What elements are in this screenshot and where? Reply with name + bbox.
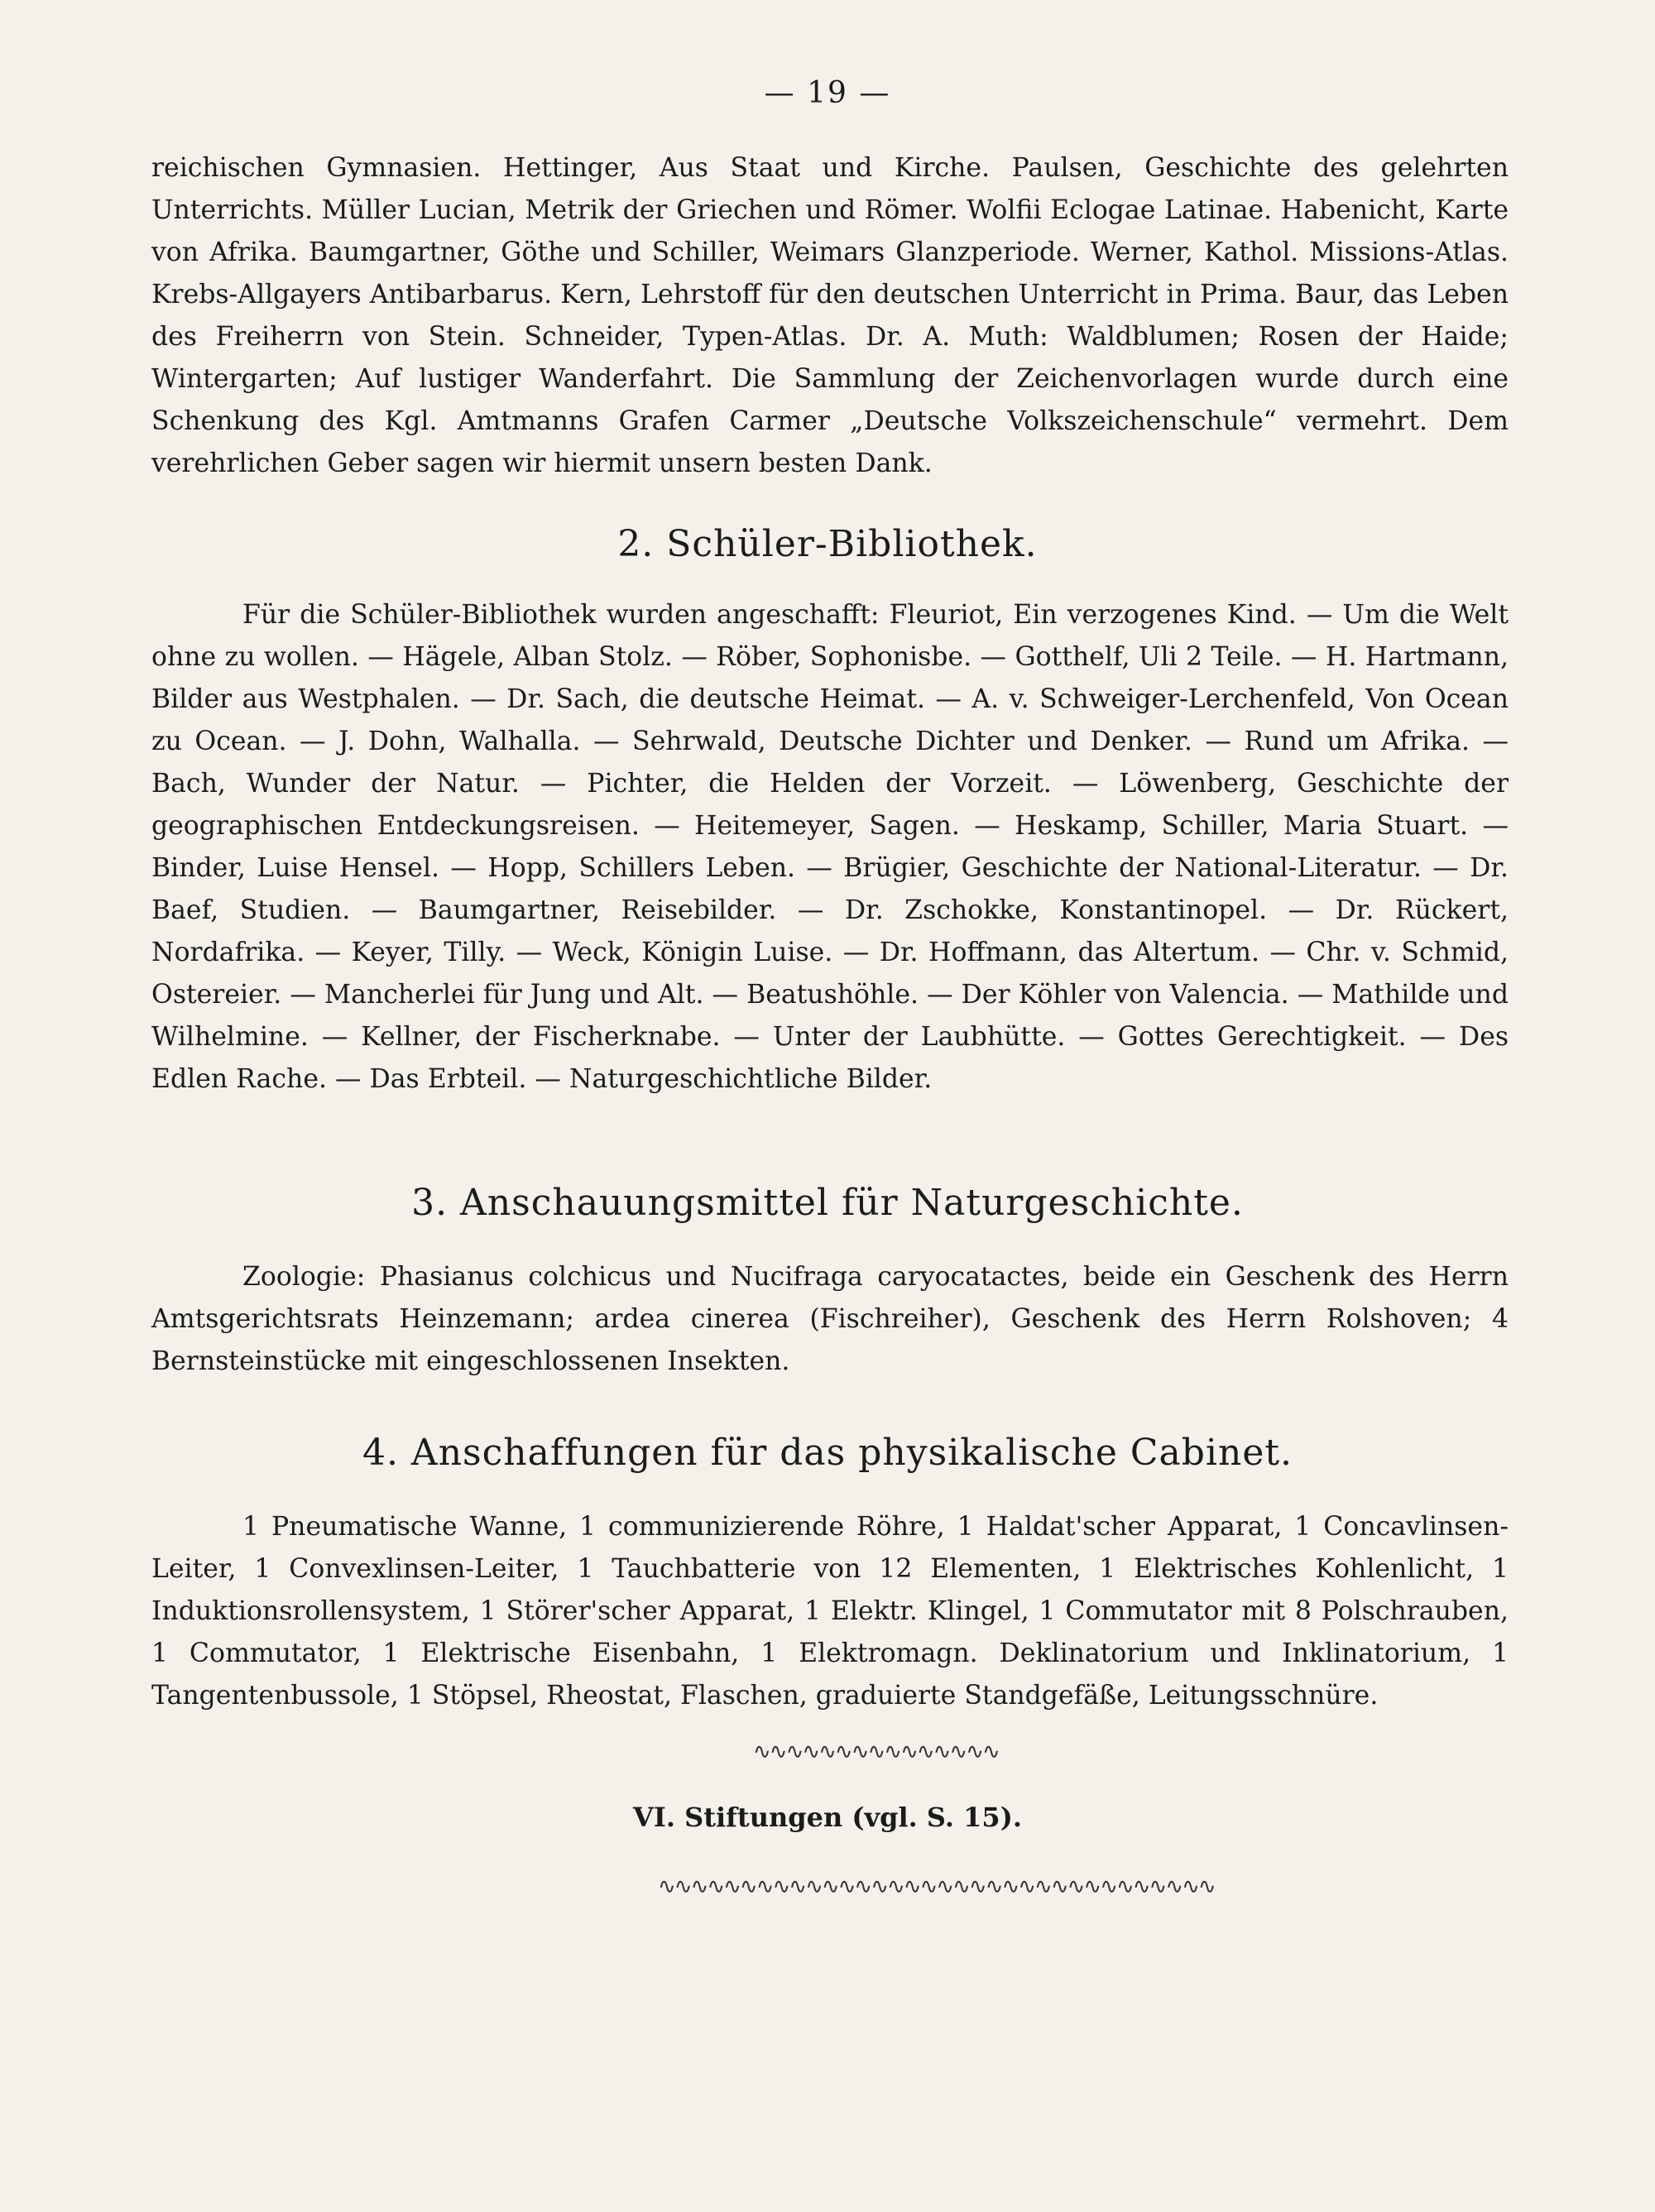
section-4-text: 1 Pneumatische Wanne, 1 communizierende Röhre, 1 Haldat'scher Apparat, 1 Concavlinsen-Leiter, 1 Convexlinsen-Leiter, 1 Tauchbatterie von 12 Elementen, 1 Elektrisches Kohlenlicht, 1 Induktionsrollensystem, 1 Störer'scher Apparat, 1 Elektr. Klingel, 1 Commutator mit 8 Polschrauben, 1 Commutator, 1 Elektrische Eisenbahn, 1 Elektromagn. Deklinatorium und Inklinatorium, 1 Tangentenbussole, 1 Stöpsel, Rheostat, Flaschen, graduierte Standgefäße, Leitungsschnüre.	[151, 1512, 1509, 1711]
section-2-text: Für die Schüler-Bibliothek wurden angeschafft: Fleuriot, Ein verzogenes Kind. — Um die Welt ohne zu wollen. — Hägele, Alban Stolz. — Röber, Sophonisbe. — Gotthelf, Uli 2 Teile. — H. Hartmann, Bilder aus Westphalen. — Dr. Sach, die deutsche Heimat. — A. v. Schweiger-Lerchenfeld, Von Ocean zu Ocean. — J. Dohn, Walhalla. — Sehrwald, Deutsche Dichter und Denker. — Rund um Afrika. — Bach, Wunder der Natur. — Pichter, die Helden der Vorzeit. — Löwenberg, Geschichte der geographischen Entdeckungsreisen. — Heitemeyer, Sagen. — Heskamp, Schiller, Maria Stuart. — Binder, Luise Hensel. — Hopp, Schillers Leben. — Brügier, Geschichte der National-Literatur. — Dr. Baef, Studien. — Baumgartner, Reisebilder. — Dr. Zschokke, Konstantinopel. — Dr. Rückert, Nordafrika. — Keyer, Tilly. — Weck, Königin Luise. — Dr. Hoffmann, das Altertum. — Chr. v. Schmid, Ostereier. — Mancherlei für Jung und Alt. — Beatushöhle. — Der Köhler von Valencia. — Mathilde und Wilhelmine. — Kellner, der Fischerknabe. — Unter der Laubhütte. — Gottes Gerechtigkeit. — Des Edlen Rache. — Das Erbteil. — Naturgeschichtliche Bilder.	[151, 600, 1509, 1094]
section-vi-heading: VI. Stiftungen (vgl. S. 15).	[633, 1802, 1022, 1833]
section-3-text: Zoologie: Phasianus colchicus und Nucifraga caryocatactes, beide ein Geschenk des Herrn Amtsgerichtsrats Heinzemann; ardea cinerea (Fischreiher), Geschenk des Herrn Rolshoven; 4 Bernsteinstücke mit eingeschlossenen Insekten.	[151, 1262, 1509, 1376]
wavy-divider-ornament: ∿∿∿∿∿∿∿∿∿∿∿∿∿∿∿	[753, 1739, 999, 1764]
section-2-block	[151, 594, 1509, 1101]
page-number: — 19 —	[764, 76, 891, 110]
section-4-heading: 4. Anschaffungen für das physikalische Cabinet.	[362, 1432, 1293, 1474]
section-4-block	[151, 1506, 1509, 1717]
intro-paragraph: reichischen Gymnasien. Hettinger, Aus Staat und Kirche. Paulsen, Geschichte des gelehrten Unterrichts. Müller Lucian, Metrik der Griechen und Römer. Wolfii Eclogae Latinae. Habenicht, Karte von Afrika. Baumgartner, Göthe und Schiller, Weimars Glanzperiode. Werner, Kathol. Missions-Atlas. Krebs-Allgayers Antibarbarus. Kern, Lehrstoff für den deutschen Unterricht in Prima. Baur, das Leben des Freiherrn von Stein. Schneider, Typen-Atlas. Dr. A. Muth: Waldblumen; Rosen der Haide; Wintergarten; Auf lustiger Wanderfahrt. Die Sammlung der Zeichenvorlagen wurde durch eine Schenkung des Kgl. Amtmanns Grafen Carmer „Deutsche Volkszeichenschule“ vermehrt. Dem verehrlichen Geber sagen wir hiermit unsern besten Dank.	[151, 153, 1509, 478]
section-3-heading: 3. Anschauungsmittel für Naturgeschichte.	[411, 1182, 1244, 1224]
section-3-block	[151, 1256, 1509, 1383]
wavy-divider-ornament-bottom: ∿∿∿∿∿∿∿∿∿∿∿∿∿∿∿∿∿∿∿∿∿∿∿∿∿∿∿∿∿∿∿∿∿∿	[658, 1874, 1215, 1899]
intro-block	[151, 147, 1509, 485]
section-2-heading: 2. Schüler-Bibliothek.	[617, 523, 1038, 565]
